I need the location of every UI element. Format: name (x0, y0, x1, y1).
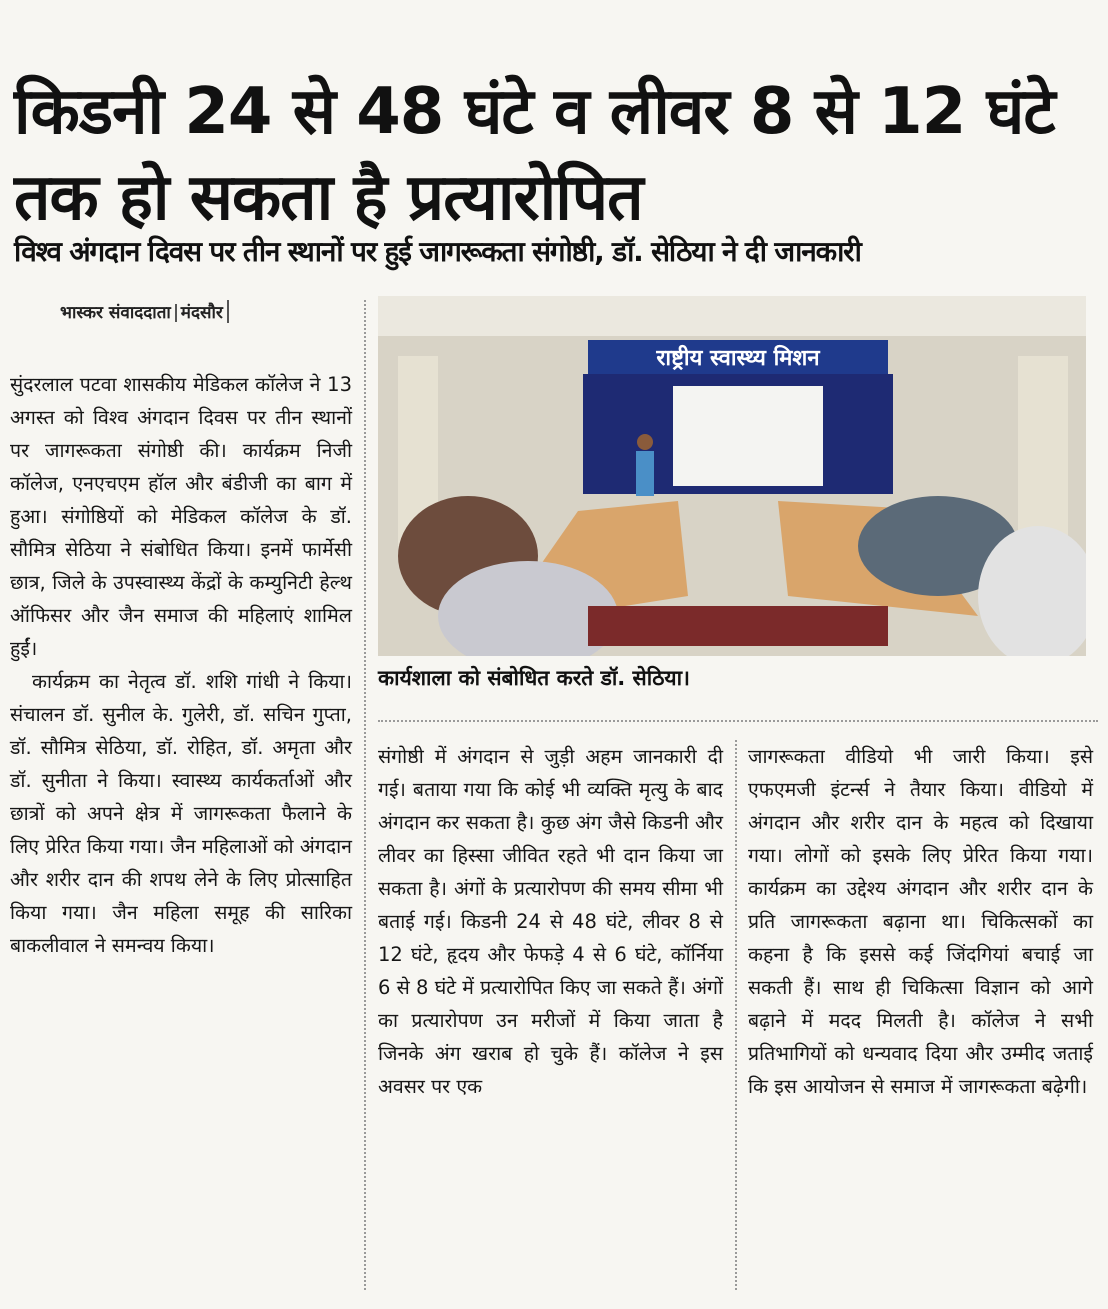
event-photo-illustration (378, 296, 1086, 656)
column-divider-left (364, 300, 366, 1290)
column-divider-right (735, 740, 737, 1290)
photo-caption: कार्यशाला को संबोधित करते डॉ. सेठिया। (378, 666, 690, 690)
event-photo (378, 296, 1086, 656)
headline: किडनी 24 से 48 घंटे व लीवर 8 से 12 घंटे तक हो सकता है प्रत्यारोपित (14, 74, 1055, 235)
photo-divider (378, 720, 1098, 722)
article-column-1 (10, 368, 352, 962)
byline (60, 300, 229, 323)
byline-place: मंदसौर (180, 303, 223, 323)
article-paragraph: कार्यक्रम का नेतृत्व डॉ. शशि गांधी ने किया। संचालन डॉ. सुनील के. गुलेरी, डॉ. सचिन गुप्ता, डॉ. सौमित्र सेठिया, डॉ. रोहित, डॉ. अमृता और डॉ. सुनीता ने किया। स्वास्थ्य कार्यकर्ताओं और छात्रों को अपने क्षेत्र में जागरूकता फैलाने के लिए प्रेरित किया गया। जैन महिलाओं को अंगदान और शरीर दान की शपथ लेने के लिए प्रोत्साहित किया गया। जैन महिला समूह की सारिका बाकलीवाल ने समन्वय किया। (10, 670, 352, 957)
byline-separator (175, 304, 177, 322)
article-paragraph: संगोष्ठी में अंगदान से जुड़ी अहम जानकारी दी गई। बताया गया कि कोई भी व्यक्ति मृत्यु के बाद अंगदान कर सकता है। कुछ अंग जैसे किडनी और लीवर का हिस्सा जीवित रहते भी दान किया जा सकता है। अंगों के प्रत्यारोपण की समय सीमा भी बताई गई। किडनी 24 से 48 घंटे, लीवर 8 से 12 घंटे, हृदय और फेफड़े 4 से 6 घंटे, कॉर्निया 6 से 8 घंटे में प्रत्यारोपित किए जा सकते हैं। अंगों का प्रत्यारोपण उन मरीजों में किया जाता है जिनके अंग खराब हो चुके हैं। कॉलेज ने इस अवसर पर एक (378, 745, 723, 1098)
article-paragraph: सुंदरलाल पटवा शासकीय मेडिकल कॉलेज ने 13 अगस्त को विश्व अंगदान दिवस पर तीन स्थानों पर जागरूकता संगोष्ठी की। कार्यक्रम निजी कॉलेज, एनएचएम हॉल और बंडीजी का बाग में हुआ। संगोष्ठियों को मेडिकल कॉलेज के डॉ. सौमित्र सेठिया ने संबोधित किया। इनमें फार्मेसी छात्र, जिले के उपस्वास्थ्य केंद्रों के कम्युनिटी हेल्थ ऑफिसर और जैन समाज की महिलाएं शामिल हुईं। (10, 373, 352, 660)
subheadline: विश्व अंगदान दिवस पर तीन स्थानों पर हुई जागरूकता संगोष्ठी, डॉ. सेठिया ने दी जानकारी (14, 235, 861, 268)
article-paragraph: जागरूकता वीडियो भी जारी किया। इसे एफएमजी इंटर्न्स ने तैयार किया। वीडियो में अंगदान और शरीर दान के महत्व को दिखाया गया। लोगों को इसके लिए प्रेरित किया गया। कार्यक्रम का उद्देश्य अंगदान और शरीर दान के प्रति जागरूकता बढ़ाना था। चिकित्सकों का कहना है कि इससे कई जिंदगियां बचाई जा सकती हैं। साथ ही चिकित्सा विज्ञान को आगे बढ़ाने में मदद मिलती है। कॉलेज ने सभी प्रतिभागियों को धन्यवाद दिया और उम्मीद जताई कि इस आयोजन से समाज में जागरूकता बढ़ेगी। (748, 745, 1093, 1098)
photo-banner-text: राष्ट्रीय स्वास्थ्य मिशन (656, 346, 820, 371)
article-column-2 (378, 740, 723, 1103)
article-column-3 (748, 740, 1093, 1103)
byline-reporter: भास्कर संवाददाता (60, 303, 171, 323)
